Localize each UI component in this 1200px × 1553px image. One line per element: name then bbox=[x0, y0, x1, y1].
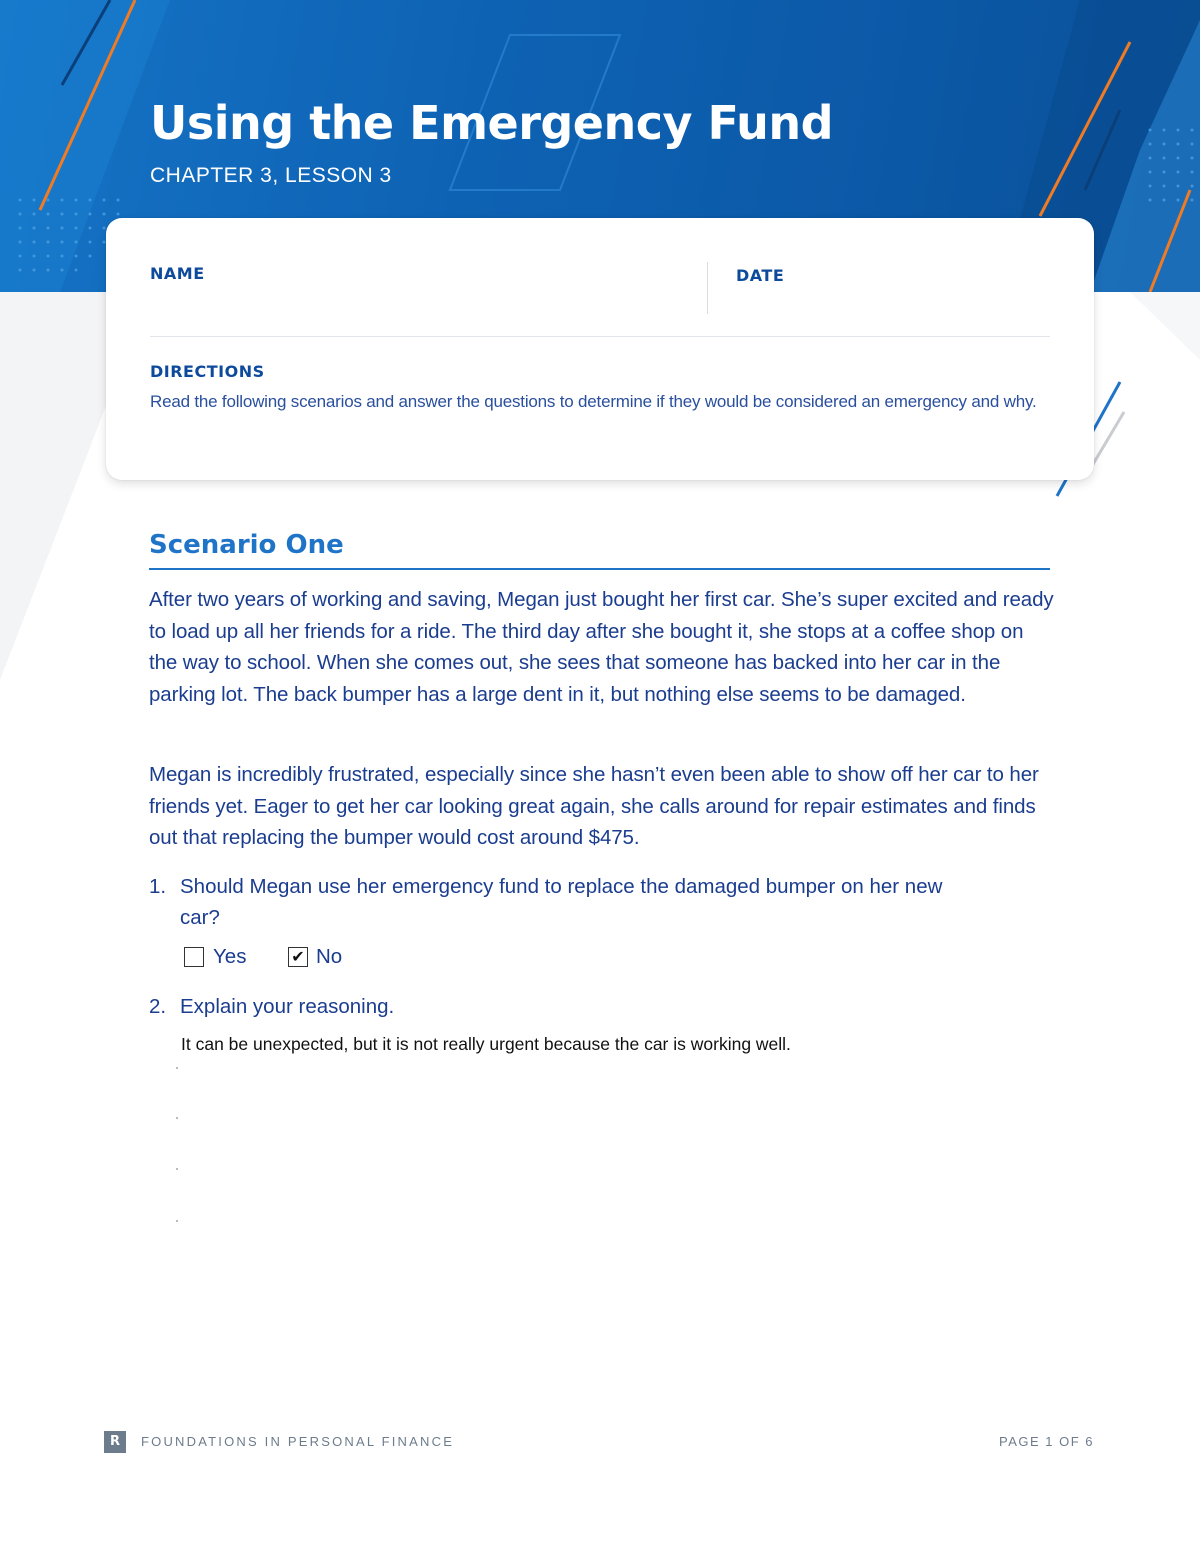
page-number: PAGE 1 OF 6 bbox=[998, 1434, 1094, 1449]
no-label: No bbox=[316, 945, 343, 968]
card-divider bbox=[150, 336, 1050, 337]
scenario-paragraph-2: Megan is incredibly frustrated, especially since she hasn’t even been able to show off her car to her friends yet. Eager to get her car looking great again, she calls around for repair estimates and finds out that replacing the bumper would cost around $475. bbox=[149, 763, 1039, 849]
chapter-lesson-subtitle: CHAPTER 3, LESSON 3 bbox=[150, 164, 392, 187]
question-2-text: Explain your reasoning. bbox=[180, 995, 395, 1018]
answer-line-marker bbox=[176, 1117, 178, 1119]
no-checkbox[interactable] bbox=[288, 947, 308, 967]
student-info-card bbox=[106, 218, 1094, 480]
scenario-paragraph-1: After two years of working and saving, Megan just bought her first car. She’s super excited and ready to load up all her friends for a ride. The third day after she bought it, she stops at a coffee shop on the way to school. When she comes out, she sees that someone has backed into her car in the parking lot. The back bumper has a large dent in it, but nothing else seems to be damaged. bbox=[149, 588, 1054, 706]
heading-underline bbox=[149, 568, 1050, 570]
answer-line-marker bbox=[176, 1168, 178, 1170]
question-1-text: Should Megan use her emergency fund to replace the damaged bumper on her new car? bbox=[180, 875, 943, 929]
page-title: Using the Emergency Fund bbox=[150, 96, 834, 150]
question-1-number: 1. bbox=[149, 875, 167, 898]
scenario-heading: Scenario One bbox=[149, 530, 344, 560]
answer-field[interactable]: It can be unexpected, but it is not really urgent because the car is working well. bbox=[181, 1034, 791, 1054]
answer-line-marker bbox=[176, 1220, 178, 1222]
question-2-number: 2. bbox=[149, 995, 167, 1018]
yes-checkbox[interactable] bbox=[184, 947, 204, 967]
yes-label: Yes bbox=[213, 945, 247, 968]
name-label: NAME bbox=[150, 264, 205, 283]
footer-brand: FOUNDATIONS IN PERSONAL FINANCE bbox=[141, 1434, 455, 1449]
checkmark-icon: ✔ bbox=[291, 947, 305, 966]
field-divider bbox=[707, 262, 708, 314]
directions-text: Read the following scenarios and answer the questions to determine if they would be considered an emergency and why. bbox=[150, 392, 1037, 411]
answer-line-marker bbox=[176, 1067, 178, 1069]
brand-logo-icon: R bbox=[104, 1431, 126, 1453]
date-label: DATE bbox=[736, 266, 785, 285]
directions-label: DIRECTIONS bbox=[150, 362, 265, 381]
